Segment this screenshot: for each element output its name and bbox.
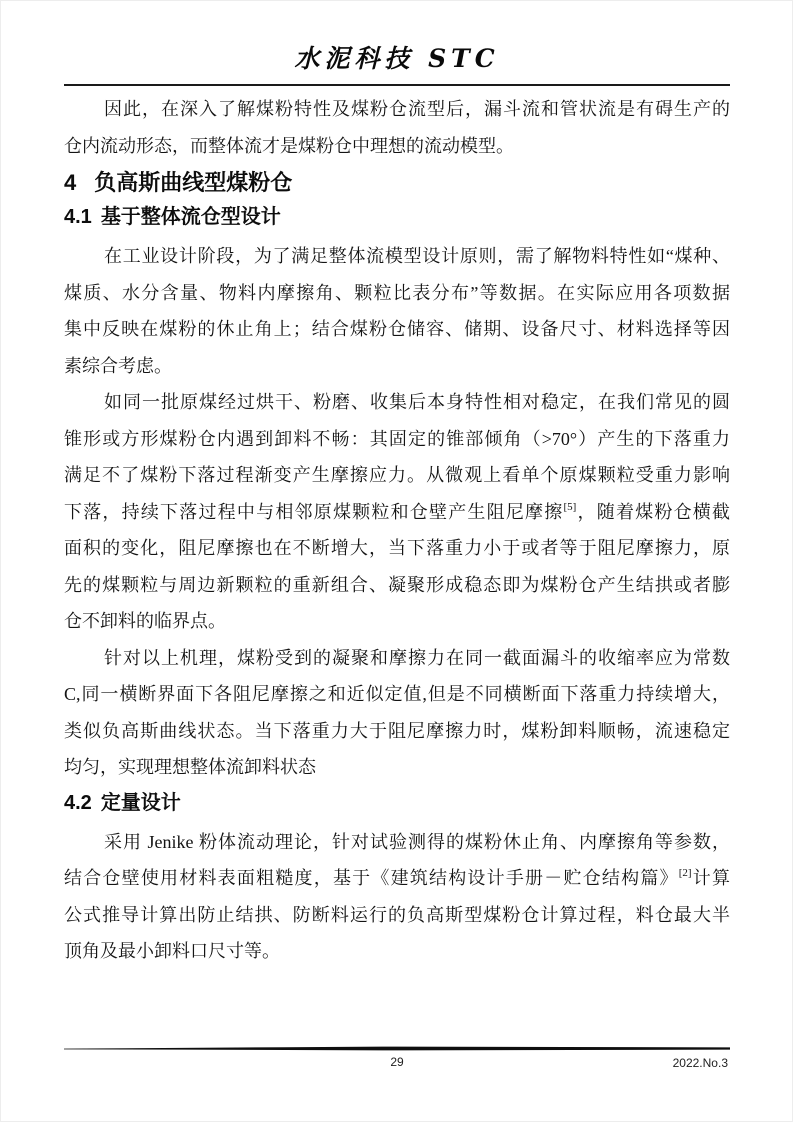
paragraph-line: 锥形或方形煤粉仓内遇到卸料不畅：其固定的锥部倾角（>70°）产生的下落重力 <box>64 428 730 449</box>
paragraph-line: 顶角及最小卸料口尺寸等。 <box>64 941 280 961</box>
section-title: 定量设计 <box>100 791 181 814</box>
section-heading-4-2 <box>64 786 730 820</box>
paragraph-line: 素综合考虑。 <box>64 355 172 376</box>
section-title: 负高斯曲线型煤粉仓 <box>94 170 293 195</box>
journal-title: 水泥科技 STC <box>294 44 500 73</box>
page-footer <box>64 1046 730 1070</box>
paragraph <box>64 238 730 384</box>
paragraph-line: 如同一批原煤经过烘干、粉磨、收集后本身特性相对稳定，在我们常见的圆 <box>104 392 730 412</box>
section-title: 基于整体流仓型设计 <box>100 206 281 228</box>
paragraph-line: 公式推导计算出防止结拱、防断料运行的负高斯型煤粉仓计算过程，料仓最大半 <box>64 904 730 925</box>
paragraph-line: 采用 Jenike 粉体流动理论，针对试验测得的煤粉休止角、内摩擦角等参数， <box>104 831 730 852</box>
paragraph-line: 针对以上机理，煤粉受到的凝聚和摩擦力在同一截面漏斗的收缩率应为常数 <box>104 647 730 668</box>
paragraph <box>64 384 730 640</box>
paragraph-line: 在工业设计阶段，为了满足整体流模型设计原则，需了解物料特性如“煤种、 <box>104 246 730 266</box>
header-rule <box>64 84 730 86</box>
footer-row <box>64 1054 730 1070</box>
paragraph-line: 仓不卸料的临界点。 <box>64 611 226 631</box>
paragraph-line: C,同一横断界面下各阻尼摩擦之和近似定值,但是不同横断面下落重力持续增大， <box>64 684 730 704</box>
paragraph-line: 仓内流动形态，而整体流才是煤粉仓中理想的流动模型。 <box>64 135 514 156</box>
section-heading-4-1 <box>64 200 730 234</box>
section-heading-4 <box>64 166 730 200</box>
paragraph-line <box>64 860 730 897</box>
paragraph-line: 集中反映在煤粉的休止角上；结合煤粉仓储容、储期、设备尺寸、材料选择等因 <box>64 319 730 339</box>
footer-rule <box>64 1046 730 1051</box>
page-content <box>64 0 730 970</box>
citation-ref-5: [5] <box>563 500 577 513</box>
issue-label: 2022.No.3 <box>672 1056 728 1070</box>
section-number: 4.1 <box>64 206 92 228</box>
paragraph <box>64 640 730 786</box>
paragraph-line: 类似负高斯曲线状态。当下落重力大于阻尼摩擦力时，煤粉卸料顺畅，流速稳定 <box>64 720 730 741</box>
line-text: 结合仓壁使用材料表面粗糙度，基于《建筑结构设计手册－贮仓结构篇》 <box>64 868 679 888</box>
paragraph-line: 满足不了煤粉下落过程渐变产生摩擦应力。从微观上看单个原煤颗粒受重力影响 <box>64 465 730 485</box>
paragraph-line: 因此，在深入了解煤粉特性及煤粉仓流型后，漏斗流和管状流是有碍生产的 <box>104 99 730 119</box>
paragraph-line: 均匀，实现理想整体流卸料状态 <box>64 757 316 777</box>
line-text: 下落，持续下落过程中与相邻原煤颗粒和仓壁产生阻尼摩擦 <box>64 501 564 522</box>
section-number: 4.2 <box>64 791 92 814</box>
page-number: 29 <box>390 1055 404 1069</box>
section-number: 4 <box>64 170 77 195</box>
intro-paragraph <box>64 91 730 164</box>
paragraph-line: 煤质、水分含量、物料内摩擦角、颗粒比表分布”等数据。在实际应用各项数据 <box>64 282 730 303</box>
citation-ref-2: [2] <box>678 867 692 879</box>
paragraph-line: 先的煤颗粒与周边新颗粒的重新组合、凝聚形成稳态即为煤粉仓产生结拱或者膨 <box>64 574 730 595</box>
line-text: ，随着煤粉仓横截 <box>576 501 730 522</box>
paragraph-line <box>64 494 730 531</box>
line-text: 计算 <box>691 868 730 888</box>
paragraph-line: 面积的变化，阻尼摩擦也在不断增大，当下落重力小于或者等于阻尼摩擦力，原 <box>64 538 730 558</box>
paragraph <box>64 824 730 970</box>
